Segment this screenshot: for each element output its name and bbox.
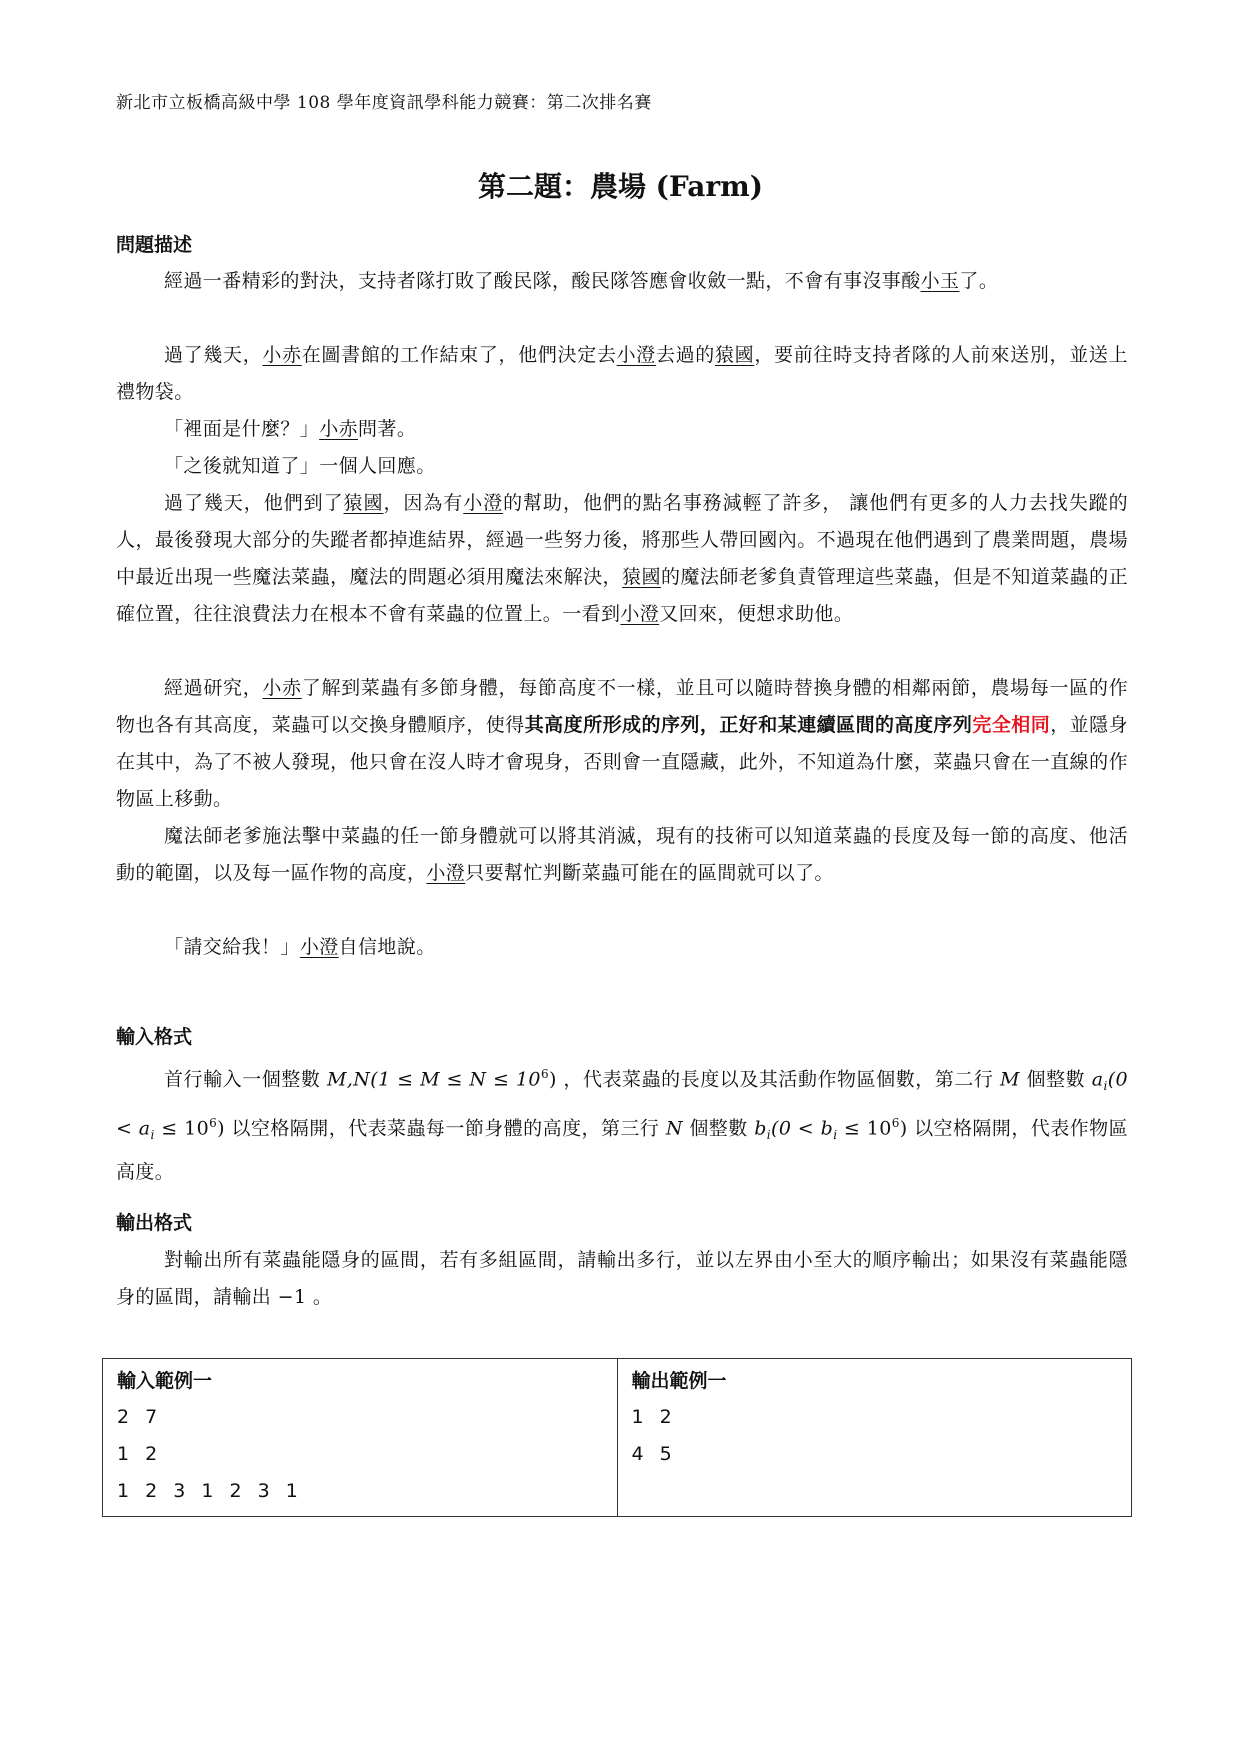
description-paragraph-1: 經過一番精彩的對決，支持者隊打敗了酸民隊，酸民隊答應會收斂一點，不會有事沒事酸小玉了。: [164, 270, 999, 292]
sample-output-label: 輸出範例一: [631, 1370, 727, 1392]
page-header: 新北市立板橋高級中學 108 學年度資訊學科能力競賽：第二次排名賽: [116, 93, 652, 113]
sample-input-cell: [103, 1359, 618, 1517]
description-heading: 問題描述: [116, 234, 193, 256]
description-paragraph-4: 「之後就知道了」一個人回應。: [164, 455, 436, 477]
description-paragraph-6: 經過研究，小赤了解到菜蟲有多節身體，每節高度不一樣，並且可以隨時替換身體的相鄰兩節，農場每一區的作物也各有其高度，菜蟲可以交換身體順序，使得其高度所形成的序列，正好和某連續區間的高度序列完全相同，並隱身在其中，為了不被人發現，他只會在沒人時才會現身，否則會一直隱藏，此外，不知道為什麼，菜蟲只會在一直線的作物區上移動。: [116, 677, 1129, 810]
sample-io-table: [102, 1358, 1132, 1517]
input-format-heading: 輸入格式: [116, 1026, 193, 1048]
description-paragraph-3: 「裡面是什麼？」小赤問著。: [164, 418, 417, 440]
sample-input-line: 1 2: [117, 1443, 163, 1465]
output-format-text: 對輸出所有菜蟲能隱身的區間，若有多組區間，請輸出多行，並以左界由小至大的順序輸出；如果沒有菜蟲能隱身的區間，請輸出 −1 。: [116, 1249, 1128, 1308]
output-format-heading: 輸出格式: [116, 1212, 193, 1234]
sample-output-cell: [617, 1359, 1132, 1517]
description-paragraph-7: 魔法師老爹施法擊中菜蟲的任一節身體就可以將其消滅，現有的技術可以知道菜蟲的長度及每一節的高度、他活動的範圍，以及每一區作物的高度，小澄只要幫忙判斷菜蟲可能在的區間就可以了。: [116, 825, 1128, 884]
sample-input-line: 2 7: [117, 1406, 163, 1428]
description-paragraph-5: 過了幾天，他們到了猿國，因為有小澄的幫助，他們的點名事務減輕了許多， 讓他們有更多的人力去找失蹤的人，最後發現大部分的失蹤者都掉進結界，經過一些努力後，將那些人帶回國內。不過現在他們遇到了農業問題，農場中最近出現一些魔法菜蟲，魔法的問題必須用魔法來解決，猿國的魔法師老爹負責管理這些菜蟲，但是不知道菜蟲的正確位置，往往浪費法力在根本不會有菜蟲的位置上。一看到小澄又回來，便想求助他。: [116, 492, 1129, 625]
sample-input-label: 輸入範例一: [117, 1370, 213, 1392]
sample-output-line: 4 5: [631, 1443, 677, 1465]
description-paragraph-8: 「請交給我！」小澄自信地說。: [164, 936, 436, 958]
sample-input-line: 1 2 3 1 2 3 1: [117, 1480, 303, 1502]
description-paragraph-2: 過了幾天，小赤在圖書館的工作結束了，他們決定去小澄去過的猿國，要前往時支持者隊的人前來送別，並送上禮物袋。: [116, 344, 1128, 403]
problem-title: 第二題：農場 (Farm): [477, 170, 764, 203]
sample-output-line: 1 2: [631, 1406, 677, 1428]
input-format-text: 首行輸入一個整數 $M,N(1 \le M \le N \le 10^6)$ ，代表菜蟲的長度以及其活動作物區個數，第二行 M 個整數 $a_i(0 < a_i \le 10^6)$ 以空格隔開，代表菜蟲每一節身體的高度，第三行 N 個整數 $b_i(0 < b_i \le 10^6)$ 以空格隔開，代表作物區高度。: [116, 1067, 1129, 1184]
